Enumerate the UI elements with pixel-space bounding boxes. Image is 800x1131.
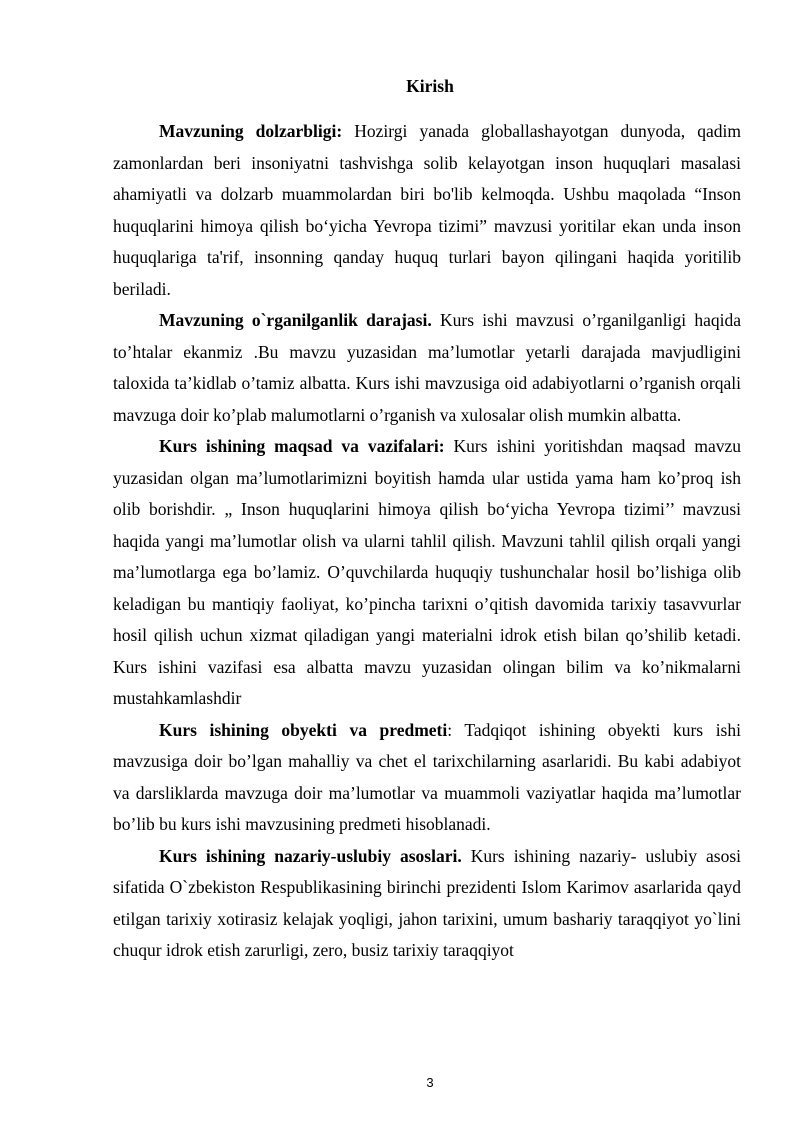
page-title: Kirish [406, 76, 454, 96]
paragraph-object-subject [113, 715, 741, 841]
body-text [113, 116, 741, 967]
paragraph-heading: Kurs ishining maqsad va vazifalari: [159, 436, 445, 456]
paragraph-heading: Mavzuning dolzarbligi: [159, 121, 343, 141]
paragraph-relevance [113, 116, 741, 305]
paragraph-text: Kurs ishini yoritishdan maqsad mavzu yuzasidan olgan ma’lumotlarimizni boyitish hamda ular ustida yama ham ko’proq ish olib borishdir. „ Inson huquqlarini himoya qilish bo‘yicha Yevropa tizimi’’ mavzusi haqida yangi ma’lumotlar olish va ularni tahlil qilish. Mavzuni tahlil qilish orqali yangi ma’lumotlarga ega bo’lamiz. O’quvchilarda huquqiy tushunchalar hosil bo’lishiga olib keladigan bu mantiqiy faoliyat, ko’pincha tarixni o’qitish davomida tarixiy tasavvurlar hosil qilish uchun xizmat qiladigan yangi materialni idrok etish bilan qo’shilib ketadi. Kurs ishini vazifasi esa albatta mavzu yuzasidan olingan bilim va ko’nikmalarni mustahkamlashdir [113, 436, 741, 708]
paragraph-heading: Kurs ishining nazariy-uslubiy asoslari. [159, 845, 462, 866]
paragraph-study-level [113, 305, 741, 431]
paragraph-text: Hozirgi yanada globallashayotgan dunyoda, qadim zamonlardan beri insoniyatni tashvishga solib kelayotgan inson huquqlari masalasi ahamiyatli va dolzarb muammolardan biri bo'lib kelmoqda. Ushbu maqolada “Inson huquqlarini himoya qilish bo‘yicha Yevropa tizimi” mavzusi yoritilar ekan unda inson huquqlariga ta'rif, insonning qanday huquq turlari bayon qilingani haqida yoritilib beriladi. [113, 121, 741, 299]
paragraph-text: Kurs ishining nazariy- uslubiy asosi sifatida O`zbekiston Respublikasining birinchi prezidenti Islom Karimov asarlarida qayd etilgan tarixiy xotirasiz kelajak yoqligi, jahon tarixini, umum bashariy taraqqiyot yo`lini chuqur idrok etish zarurligi, zero, busiz tarixiy taraqqiyot [113, 845, 741, 960]
paragraph-goals [113, 431, 741, 715]
paragraph-heading: Kurs ishining obyekti va predmeti [159, 719, 448, 740]
paragraph-text: : Tadqiqot ishining obyekti kurs ishi mavzusiga doir bo’lgan mahalliy va chet el tarixchilarning asarlaridi. Bu kabi adabiyot va darsliklarda mavzuga doir ma’lumotlar va muammoli vaziyatlar haqida ma’lumotlar bo’lib bu kurs ishi mavzusining predmeti hisoblanadi. [113, 719, 741, 834]
paragraph-methodology [113, 841, 741, 967]
paragraph-heading: Mavzuning o`rganilganlik darajasi. [159, 310, 432, 330]
paragraph-text: Kurs ishi mavzusi o’rganilganligi haqida to’htalar ekanmiz .Bu mavzu yuzasidan ma’lumotlar yetarli darajada mavjudligini taloxida ta’kidlab o’tamiz albatta. Kurs ishi mavzusiga oid adabiyotlarni o’rganish orqali mavzuga doir ko’plab malumotlarni o’rganish va xulosalar olish mumkin albatta. [113, 310, 741, 425]
page-number: 3 [426, 1075, 434, 1090]
